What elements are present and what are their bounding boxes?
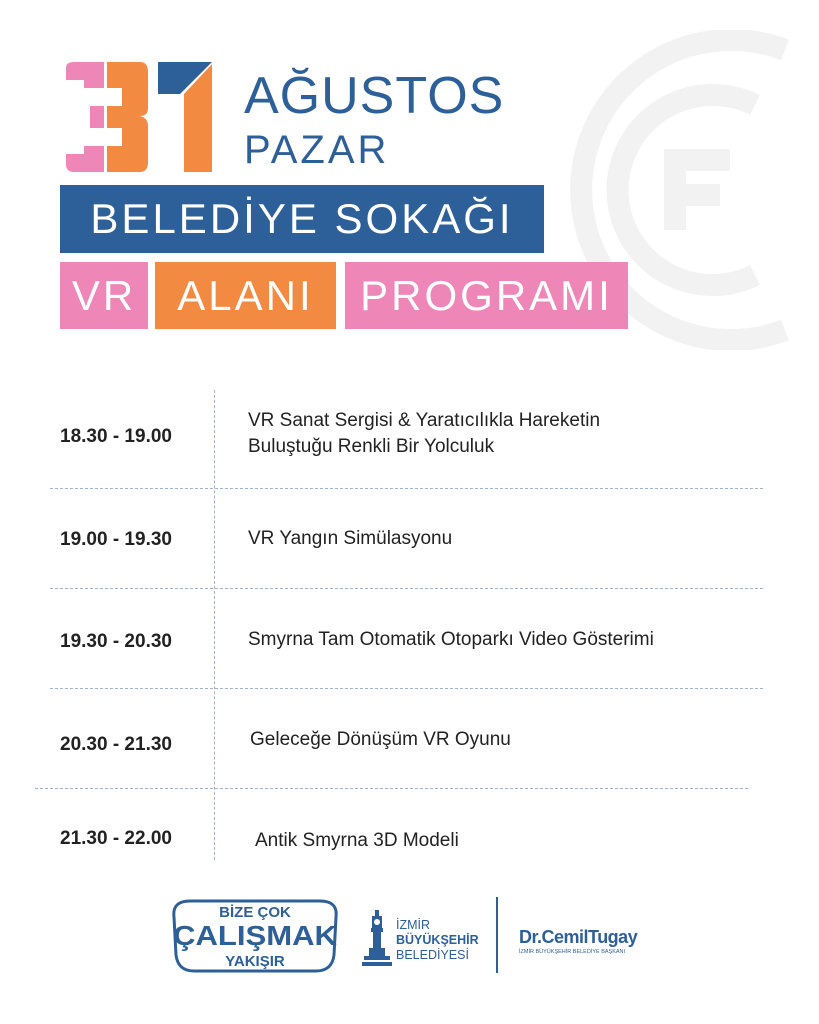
month-heading: AĞUSTOS <box>244 67 505 125</box>
schedule-time: 20.30 - 21.30 <box>60 734 172 755</box>
footer-divider <box>496 897 498 973</box>
schedule-time: 19.30 - 20.30 <box>60 631 172 652</box>
slogan-line-2: ÇALIŞMAK <box>173 920 337 951</box>
mayor-title: İZMİR BÜYÜKŞEHİR BELEDİYE BAŞKANI <box>519 949 626 955</box>
subtitle-word-alani: ALANI <box>155 262 336 329</box>
slogan-logo <box>168 895 342 977</box>
schedule-row-divider <box>50 488 763 489</box>
slogan-line-3: YAKIŞIR <box>225 953 285 970</box>
ibb-line-1: İZMİR <box>396 918 431 932</box>
schedule-vertical-divider <box>214 390 215 860</box>
schedule-event-line: Buluştuğu Renkli Bir Yolculuk <box>248 436 495 457</box>
schedule-row-divider <box>35 788 748 789</box>
subtitle-word-programi: PROGRAMI <box>345 262 628 329</box>
schedule-event <box>248 408 600 460</box>
schedule-event: Antik Smyrna 3D Modeli <box>255 830 459 851</box>
schedule-row-divider <box>50 688 763 689</box>
schedule-event-line: VR Sanat Sergisi & Yaratıcılıkla Hareketin <box>248 410 601 431</box>
weekday-heading: PAZAR <box>244 128 390 172</box>
date-number-graphic <box>60 58 220 176</box>
subtitle-word-vr: VR <box>60 262 148 329</box>
title-banner: BELEDİYE SOKAĞI <box>60 185 544 253</box>
ibb-logo-text <box>396 918 479 963</box>
mayor-name: Dr.CemilTugay <box>519 927 638 947</box>
schedule-event: VR Yangın Simülasyonu <box>248 528 453 549</box>
schedule-time: 21.30 - 22.00 <box>60 828 172 849</box>
schedule-row-divider <box>50 588 763 589</box>
ibb-line-3: BELEDİYESİ <box>396 948 469 962</box>
schedule-event: Smyrna Tam Otomatik Otoparkı Video Gösterimi <box>248 629 654 650</box>
schedule-event: Geleceğe Dönüşüm VR Oyunu <box>250 729 511 750</box>
schedule-time: 19.00 - 19.30 <box>60 529 172 550</box>
schedule-time: 18.30 - 19.00 <box>60 426 172 447</box>
ibb-line-2: BÜYÜKŞEHİR <box>396 933 479 947</box>
slogan-line-1: BİZE ÇOK <box>219 904 291 921</box>
izmir-clock-tower-icon <box>362 908 392 968</box>
